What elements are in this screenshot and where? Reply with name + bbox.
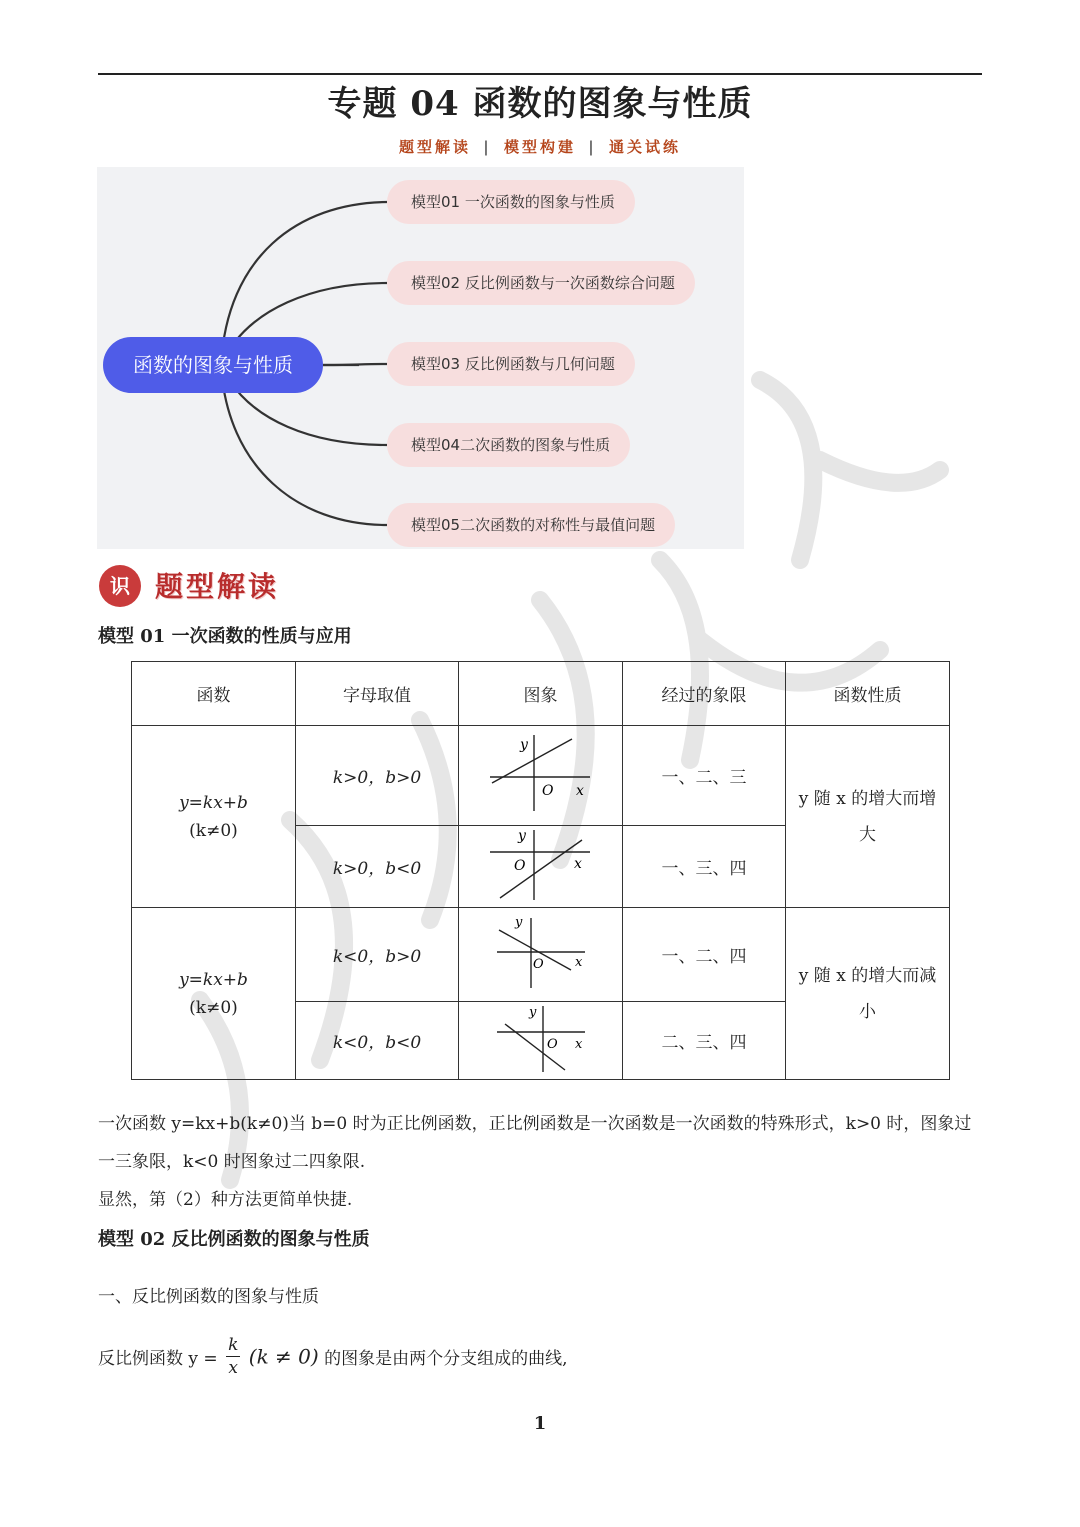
- axis-label-y: y: [517, 828, 526, 844]
- mind-map-node-2: 模型02 反比例函数与一次函数综合问题: [387, 261, 695, 305]
- page-title: 专题 04 函数的图象与性质: [327, 84, 753, 124]
- table-header-row: [132, 662, 950, 726]
- axis-label-y: y: [519, 737, 528, 753]
- subtitle-separator: |: [483, 138, 492, 156]
- table-row: [132, 726, 950, 826]
- axis-label-x: x: [574, 955, 582, 970]
- axis-label-x: x: [573, 856, 582, 872]
- graph-increasing-negative-intercept: [486, 826, 596, 902]
- quadrant-cell: 一、三、四: [623, 826, 786, 908]
- section-title: 题型解读: [155, 570, 280, 603]
- subtitle-part-1: 题型解读: [399, 138, 472, 156]
- paragraph-method-note: 显然，第（2）种方法更简单快捷.: [98, 1190, 353, 1210]
- fraction-denominator: x: [228, 1358, 239, 1378]
- axis-label-origin: O: [541, 783, 553, 799]
- quadrant-cell: 一、二、四: [623, 908, 786, 1002]
- page-number: 1: [533, 1413, 547, 1434]
- model02-subheading: 一、反比例函数的图象与性质: [98, 1287, 319, 1307]
- function-condition: (k≠0): [189, 820, 238, 841]
- graph-decreasing-negative-intercept: [491, 1002, 591, 1074]
- property-cell: y 随 x 的增大而减小: [786, 908, 950, 1080]
- formula-prefix: 反比例函数 y =: [98, 1349, 218, 1369]
- values-cell: k>0，b>0: [296, 726, 459, 826]
- function-expression: y=kx+b: [179, 792, 248, 813]
- model01-heading: 模型 01 一次函数的性质与应用: [98, 626, 352, 647]
- axis-label-origin: O: [546, 1037, 558, 1052]
- mind-map-node-3: 模型03 反比例函数与几何问题: [387, 342, 635, 386]
- table-header: 字母取值: [296, 662, 459, 726]
- axis-label-x: x: [574, 1037, 582, 1052]
- axis-label-origin: O: [532, 957, 544, 972]
- subtitle-part-3: 通关试练: [608, 138, 681, 156]
- axis-label-x: x: [575, 783, 584, 799]
- values-cell: k<0，b>0: [296, 908, 459, 1002]
- axis-label-y: y: [514, 915, 522, 930]
- property-cell: y 随 x 的增大而增大: [786, 726, 950, 908]
- graph-cell: [459, 908, 623, 1002]
- mind-map-root: 函数的图象与性质: [103, 337, 323, 393]
- subtitle: [0, 136, 1080, 157]
- mind-map-node-1: 模型01 一次函数的图象与性质: [387, 180, 635, 224]
- table-header: 函数: [132, 662, 296, 726]
- graph-cell: [459, 826, 623, 908]
- model02-heading: 模型 02 反比例函数的图象与性质: [98, 1229, 370, 1250]
- values-cell: k>0，b<0: [296, 826, 459, 908]
- section-badge: [99, 563, 319, 609]
- quadrant-cell: 二、三、四: [623, 1002, 786, 1080]
- subtitle-separator: |: [588, 138, 597, 156]
- table-header: 函数性质: [786, 662, 950, 726]
- formula-condition: (k ≠ 0): [248, 1344, 319, 1369]
- values-cell: k<0，b<0: [296, 1002, 459, 1080]
- table-header: 图象: [459, 662, 623, 726]
- graph-cell: [459, 726, 623, 826]
- mind-map-node-4: 模型04二次函数的图象与性质: [387, 423, 630, 467]
- header-rule: [98, 73, 982, 75]
- quadrant-cell: 一、二、三: [623, 726, 786, 826]
- function-expression: y=kx+b: [179, 969, 248, 990]
- graph-decreasing-positive-intercept: [491, 912, 591, 992]
- fraction-numerator: k: [228, 1335, 239, 1355]
- subtitle-part-2: 模型构建: [503, 138, 576, 156]
- table-header: 经过的象限: [623, 662, 786, 726]
- inverse-function-formula: [98, 1334, 568, 1390]
- function-condition: (k≠0): [189, 997, 238, 1018]
- table-row: [132, 908, 950, 1002]
- formula-fraction: [226, 1334, 240, 1379]
- linear-function-table: [131, 661, 950, 1080]
- function-cell: [132, 908, 296, 1080]
- function-cell: [132, 726, 296, 908]
- graph-increasing-positive-intercept: [486, 731, 596, 815]
- badge-icon: 识: [99, 565, 141, 607]
- axis-label-y: y: [528, 1005, 536, 1020]
- mind-map-node-5: 模型05二次函数的对称性与最值问题: [387, 503, 675, 547]
- graph-cell: [459, 1002, 623, 1080]
- formula-suffix: 的图象是由两个分支组成的曲线,: [324, 1349, 568, 1369]
- axis-label-origin: O: [513, 858, 525, 874]
- mind-map: [97, 167, 744, 549]
- paragraph-linear-note: 一次函数 y=kx+b(k≠0)当 b=0 时为正比例函数，正比例函数是一次函数是一次函数的特殊形式，k>0 时，图象过一三象限，k<0 时图象过二四象限.: [98, 1114, 972, 1172]
